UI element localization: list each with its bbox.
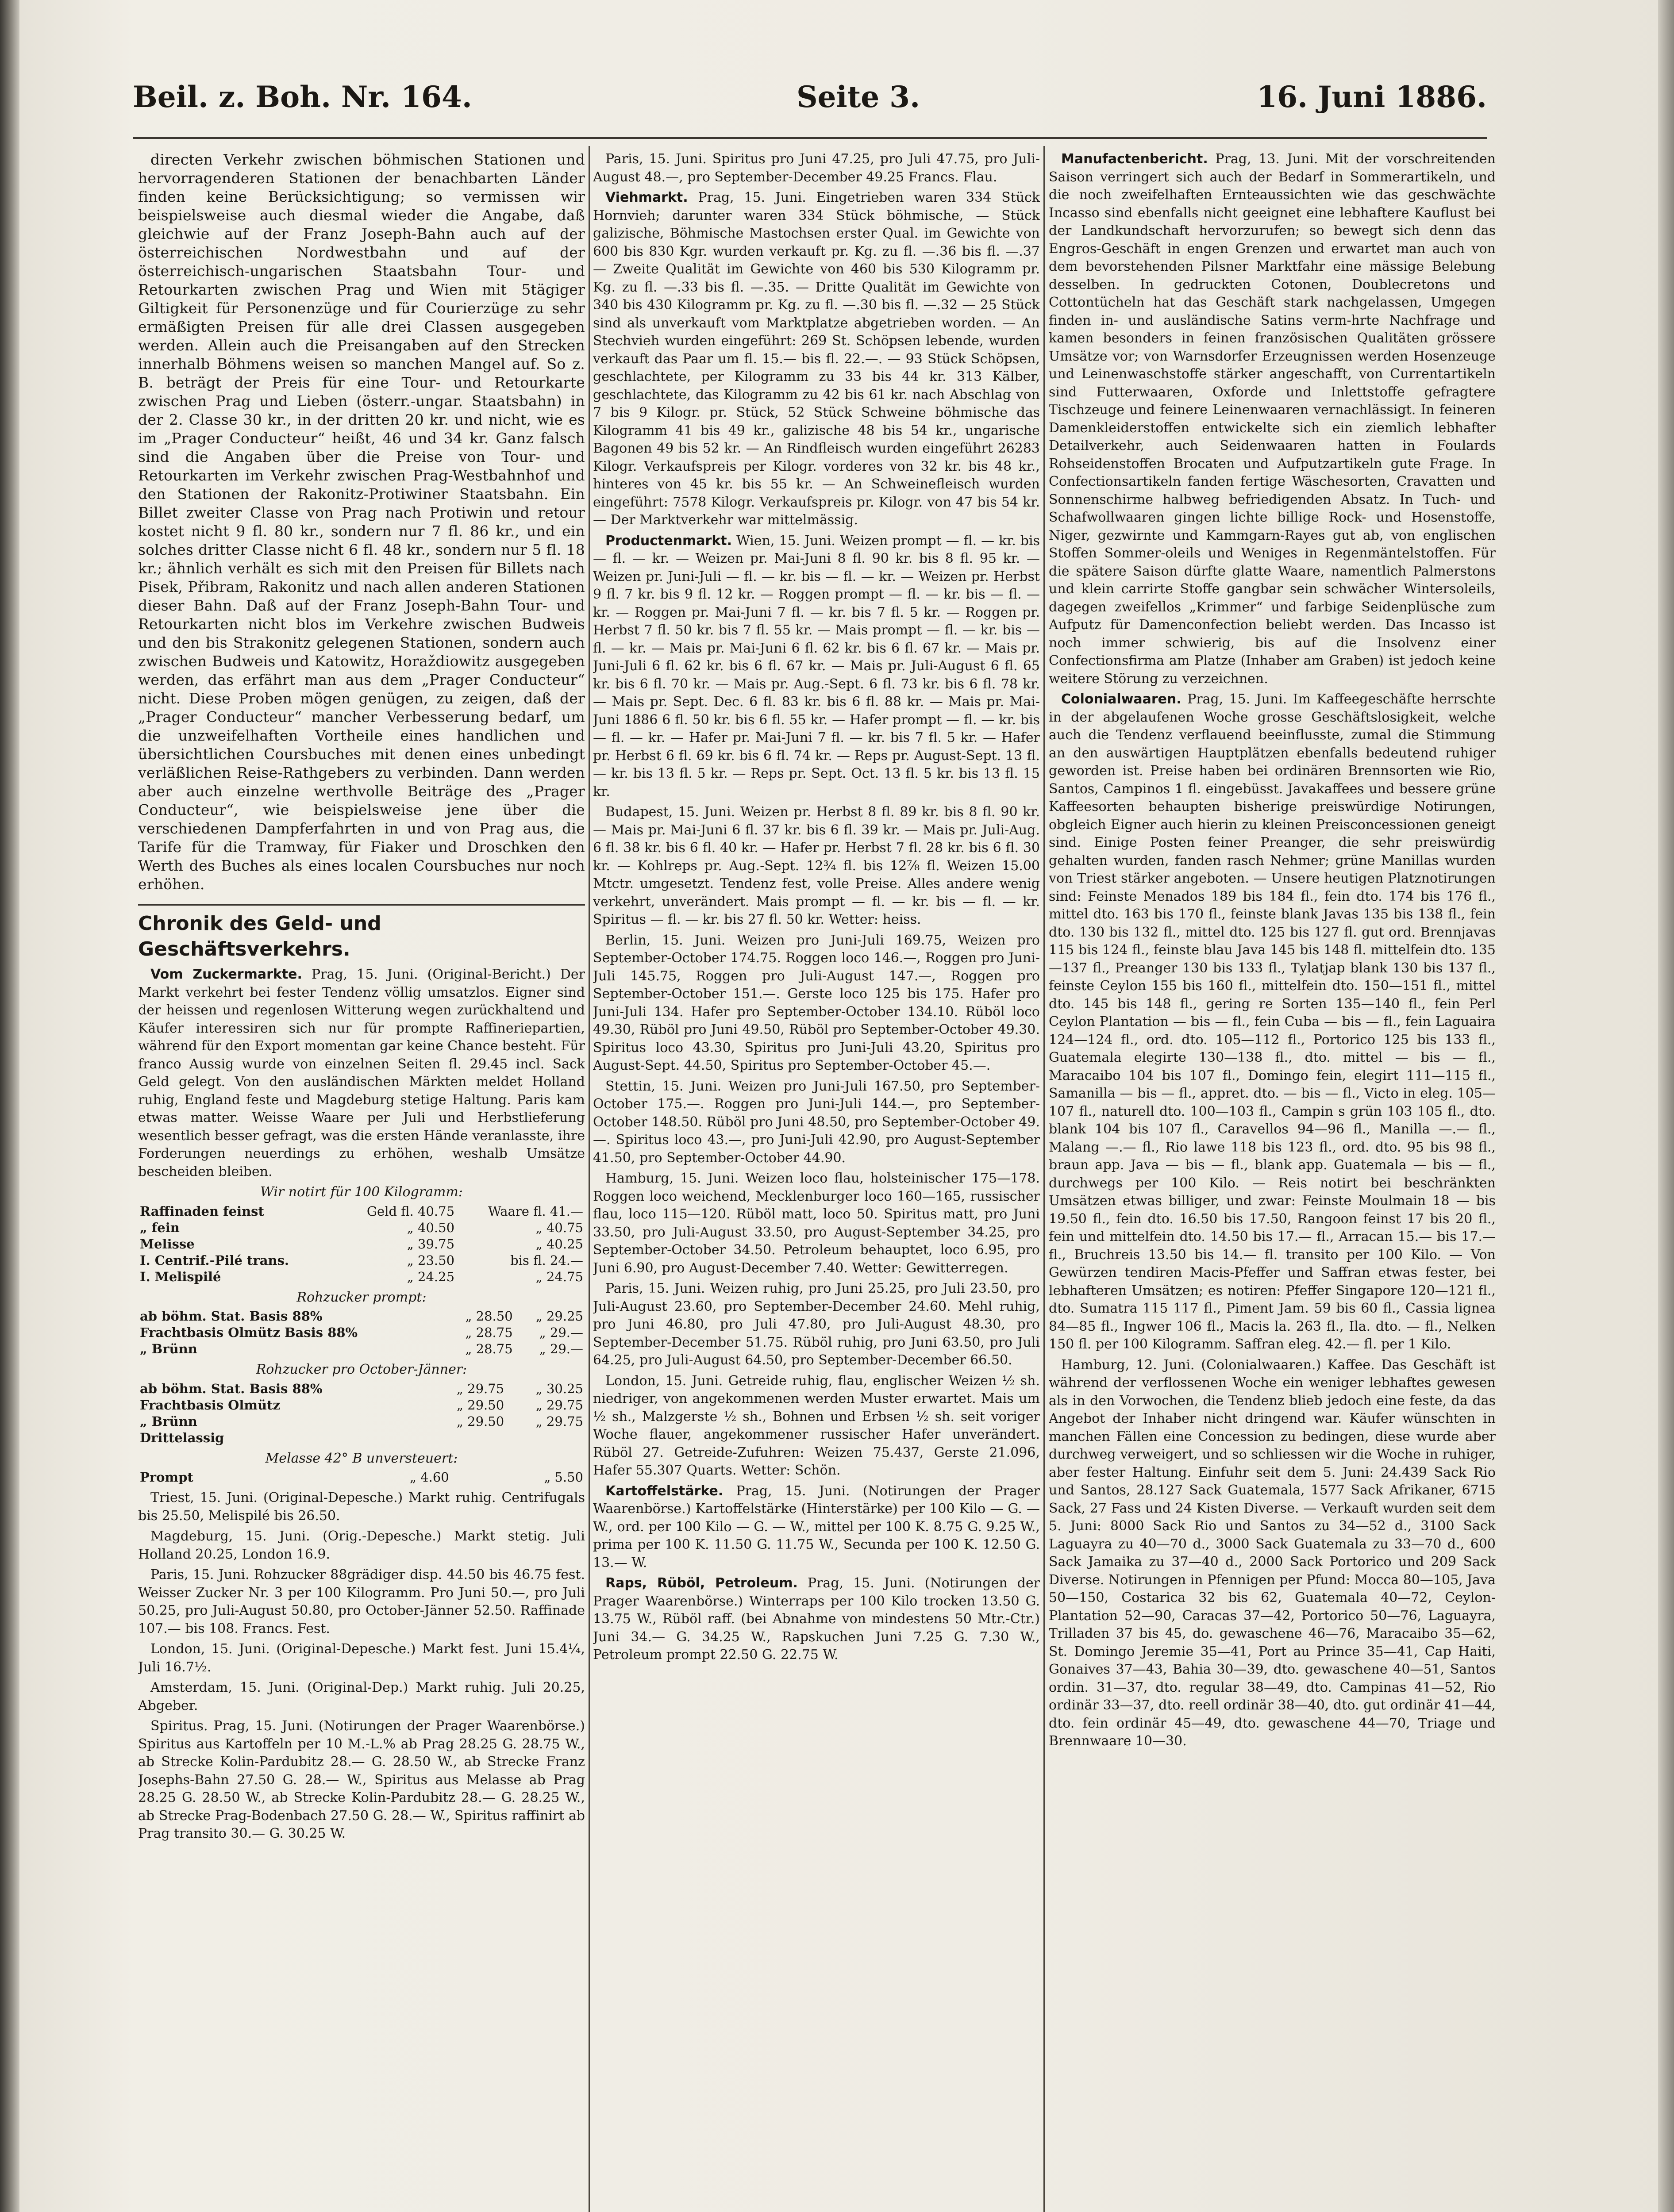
- table-row: Frachtbasis Olmütz Basis 88% „ 28.75 „ 29.—: [140, 1325, 583, 1340]
- price-table-caption: Wir notirt für 100 Kilogramm:: [260, 1184, 463, 1200]
- report-london: London, 15. Juni. (Original-Depesche.) Markt fest. Juni 15.4¼, Juli 16.7½.: [138, 1641, 585, 1675]
- table-row: ab böhm. Stat. Basis 88% „ 28.50 „ 29.25: [140, 1309, 583, 1324]
- table-row: „ Brünn „ 28.75 „ 29.—: [140, 1341, 583, 1356]
- header-date: 16. Juni 1886.: [1257, 80, 1487, 114]
- table-row: „ fein „ 40.50 „ 40.75: [140, 1220, 583, 1235]
- productenmarkt-text: Wien, 15. Juni. Weizen prompt — fl. — kr. bis — fl. — kr. — Weizen pr. Mai-Juni 8 fl. 90 kr. bis 8 fl. 95 kr. — Weizen pr. Juni-Juli — fl. — kr. bis — fl. — kr. — Weizen pr. Herbst 9 fl. 7 kr. bis 9 fl. 12 kr. — Roggen prompt — fl. — kr. bis — fl. — kr. — Roggen pr. Mai-Juni 7 fl. — kr. bis 7 fl. 5 kr. — Roggen pr. Herbst 7 fl. 50 kr. bis 7 fl. 55 kr. — Mais prompt — fl. — kr. bis — fl. — kr. — Mais pr. Mai-Juni 6 fl. 62 kr. bis 6 fl. 67 kr. — Mais pr. Juni-Juli 6 fl. 62 kr. bis 6 fl. 67 kr. — Mais pr. Juli-August 6 fl. 65 kr. bis 6 fl. 70 kr. — Mais pr. Aug.-Sept. 6 fl. 73 kr. bis 6 fl. 78 kr. — Mais pr. Sept. Dec. 6 fl. 83 kr. bis 6 fl. 88 kr. — Mais pr. Mai-Juni 1886 6 fl. 50 kr. bis 6 fl. 55 kr. — Hafer prompt — fl. — kr. bis — fl. — kr. — Hafer pr. Mai-Juni 7 fl. — kr. bis 7 fl. 5 kr. — Hafer pr. Herbst 6 fl. 69 kr. bis 6 fl. 74 kr. — Reps pr. August-Sept. 13 fl. — kr. bis 13 fl. 5 kr. — Reps pr. Sept. Oct. 13 fl. 5 kr. bis 13 fl. 15 kr.: [593, 533, 1040, 799]
- report-paris: Paris, 15. Juni. Rohzucker 88grädiger disp. 44.50 bis 46.75 fest. Weisser Zucker Nr. 3 per 100 Kilogramm. Pro Juni 50.—, pro Juli 50.25, pro Juli-August 50.80, pro October-Jänner 52.50. Raffinade 107.— bis 108. Francs. Fest.: [138, 1567, 585, 1636]
- table-row: Melisse „ 39.75 „ 40.25: [140, 1236, 583, 1252]
- productenmarkt-lead: Productenmarkt.: [605, 533, 732, 549]
- zucker-lead: Vom Zuckermarkte.: [150, 967, 302, 982]
- kartoffelstaerke-text: Prag, 15. Juni. (Notirungen der Prager Waarenbörse.) Kartoffelstärke (Hinterstärke) per 100 Kilo — G. — W., ord. per 100 Kilo — G. — W., mittel per 100 K. 8.75 G. 9.25 W., prima per 100 K. 11.50 G. 11.75 W., Secunda per 100 K. 12.50 G. 13.— W.: [593, 1483, 1040, 1571]
- report-hamburg: Hamburg, 15. Juni. Weizen loco flau, holsteinischer 175—178. Roggen loco weichend, Mecklenburger loco 160—165, russischer flau, loco 115—120. Rüböl matt, loco 50. Spiritus matt, pro Juni 33.50, pro Juli-August 33.50, pro August-September 34.25, pro September-October 34.50. Petroleum behauptet, loco 6.95, pro Juni 6.90, pro August-December 7.40. Wetter: Gewitterregen.: [593, 1171, 1040, 1276]
- report-london-getreide: London, 15. Juni. Getreide ruhig, flau, englischer Weizen ½ sh. niedriger, von angekommenen werden Muster erwartet. Mais um ½ sh., Malzgerste ½ sh., Bohnen und Erbsen ½ sh. seit voriger Woche flauer, angekommener russischer Hafer unverändert. Rüböl 27. Getreide-Zufuhren: Weizen 75.437, Gerste 21.096, Hafer 55.307 Quarts. Wetter: Schön.: [593, 1373, 1040, 1478]
- melasse-caption: Melasse 42° B unversteuert:: [265, 1450, 458, 1466]
- rohzucker-price-table: [138, 1308, 585, 1357]
- rohzucker-caption: Rohzucker prompt:: [296, 1289, 427, 1305]
- column-2: [593, 150, 1040, 2212]
- table-row: „ Brünn „ 29.50 „ 29.75: [140, 1413, 583, 1429]
- page-header: [133, 80, 1487, 133]
- october-caption: Rohzucker pro October-Jänner:: [256, 1362, 467, 1377]
- raps-text: Prag, 15. Juni. (Notirungen der Prager Waarenbörse.) Winterraps per 100 Kilo trocken 13.50 G. 13.75 W., Rüböl raff. (bei Abnahme von mindestens 50 Mtr.-Ctr.) Juni 34.— G. 34.25 W., Rapskuchen Juni 7.25 G. 7.30 W., Petroleum prompt 22.50 G. 22.75 W.: [593, 1575, 1040, 1663]
- header-rule: [133, 137, 1487, 139]
- report-hamburg-kaffee: Hamburg, 12. Juni. (Colonialwaaren.) Kaffee. Das Geschäft ist während der verflossenen Woche ein weniger lebhaftes gewesen als in den Vorwochen, die Tendenz blieb jedoch eine feste, da das Angebot der Inhaber nicht dringend war. Käufer wünschten in manchen Fällen eine Concession zu bedingen, diese wurde aber durchweg verweigert, und so schliessen wir die Woche in ruhiger, aber fester Haltung. Einfuhr seit dem 5. Juni: 24.439 Sack Rio und Santos, 28.127 Sack Guatemala, 1577 Sack Afrikaner, 6715 Sack, 27 Fass und 24 Kisten Diverse. — Verkauft wurden seit dem 5. Juni: 8000 Sack Rio und Santos zu 34—52 d., 3100 Sack Laguayra zu 40—70 d., 3000 Sack Guatemala zu 33—70 d., 600 Sack Jamaika zu 37—40 d., 2000 Sack Portorico und 209 Sack Diverse. Notirungen in Pfennigen per Pfund: Mocca 80—105, Java 50—150, Costarica 32 bis 62, Guatemala 40—72, Ceylon-Plantation 52—90, Caracas 37—42, Portorico 50—76, Laguayra, Trilladen 37 bis 45, do. gewaschene 46—76, Maracaibo 35—62, St. Domingo Jeremie 35—41, Port au Prince 35—41, Cap Haiti, Gonaives 37—43, Bahia 30—39, dto. gewaschene 40—51, Santos ordin. 31—37, dto. regular 38—49, dto. Campinas 41—52, Rio ordinär 33—37, dto. reell ordinär 38—40, dto. gut ordinär 41—44, dto. fein ordinär 45—49, dto. gewaschene 44—70, Triage und Brennwaare 10—30.: [1049, 1357, 1496, 1749]
- page-edge-right: [1658, 0, 1674, 2212]
- header-issue: Beil. z. Boh. Nr. 164.: [133, 80, 472, 114]
- october-price-table: [138, 1381, 585, 1446]
- table-row: I. Centrif.-Pilé trans. „ 23.50 bis fl. 24.—: [140, 1252, 583, 1268]
- report-kartoffelstaerke: [593, 1482, 1040, 1572]
- section-title: Chronik des Geld- und Geschäftsverkehrs.: [138, 904, 585, 962]
- table-row: I. Melispilé „ 24.25 „ 24.75: [140, 1269, 583, 1284]
- report-triest: Triest, 15. Juni. (Original-Depesche.) Markt ruhig. Centrifugals bis 25.50, Melispilé bis 26.50.: [138, 1490, 585, 1524]
- report-berlin: Berlin, 15. Juni. Weizen pro Juni-Juli 169.75, Weizen pro September-October 174.75. Roggen loco 146.—, Roggen pro Juni-Juli 145.75, Roggen pro Juli-August 147.—, Roggen pro September-October 151.—. Gerste loco 125 bis 175. Hafer pro Juni-Juli 134. Hafer pro September-October 134.10. Rüböl loco 49.30, Rüböl pro Juni 49.50, Rüböl pro September-October 49.30. Spiritus loco 43.30, Spiritus pro Juni-Juli 43.20, Spiritus pro August-Sept. 44.50, Spiritus pro September-October 45.—.: [593, 932, 1040, 1073]
- colonialwaaren-text: Prag, 15. Juni. Im Kaffeegeschäfte herrschte in der abgelaufenen Woche grosse Geschäftslosigkeit, welche auch die Tendenz verflauend beeinflusste, zumal die Stimmung an den auswärtigen Hauptplätzen ebenfalls bedeutend ruhiger geworden ist. Preise haben bei ordinären Brennsorten wie Rio, Santos, Campinos 1 fl. eingebüsst. Javakaffees und bessere grüne Kaffeesorten behaupten bisherige preiswürdige Notirungen, obgleich Eigner auch hierin zu kleinen Preisconcessionen geneigt sind. Einige Posten feiner Preanger, die sehr preiswürdig gehalten wurden, fanden rasch Nehmer; grüne Manillas wurden von Triest stärker angeboten. — Unsere heutigen Platznotirungen sind: Feinste Menados 189 bis 184 fl., fein dto. 174 bis 176 fl., mittel dto. 163 bis 170 fl., feinste blank Javas 135 bis 138 fl., fein dto. 130 bis 132 fl., mittel dto. 125 bis 127 fl. gut ord. Brennjavas 115 bis 124 fl., feinste blau Java 145 bis 148 fl. mittelfein dto. 135—137 fl., Preanger 130 bis 133 fl., Tylatjap blank 130 bis 137 fl., feinste Ceylon 155 bis 160 fl., mittelfein dto. 150—151 fl., mittel dto. 145 bis 148 fl., gering re Sorten 135—140 fl., fein Perl Ceylon Plantation — bis — fl., fein Cuba — bis — fl., fein Laguaira 124—124 fl., ord. dto. 105—112 fl., Portorico 125 bis 133 fl., Guatemala elegirte 130—138 fl., dto. mittel — bis — fl., Maracaibo 104 bis 107 fl., Domingo fein, elegirt 111—115 fl., Samanilla — bis — fl., appret. dto. — bis — fl., Victo in eleg. 105—107 fl., naturell dto. 100—103 fl., Campin s grün 103 105 fl., dto. blank 104 bis 107 fl., Caravellos 94—96 fl., Manilla —.— fl., Malang —.— fl., Rio lawe 118 bis 123 fl., ord. dto. 95 bis 98 fl., braun app. Java — bis — fl., blank app. Guatemala — bis — fl., durchwegs per 100 Kilo. — Reis notirt bei beschränkten Umsätzen etwas billiger, und zwar: Feinste Moulmain 18 — bis 19.50 fl., fein dto. 16.50 bis 17.50, Rangoon feinst 17 bis 20 fl., fein und mittelfein dto. 14.50 bis 17.— fl., Arracan 15.— bis 17.— fl., Bruchreis 13.50 bis 14.— fl. transito per 100 Kilo. — Von Gewürzen tendiren Macis-Pfeffer und Saffran etwas fester, bei lebhafteren Umsätzen; es notiren: Pfeffer Singapore 120—121 fl., dto. Sumatra 115 117 fl., Piment Jam. 59 bis 60 fl., Cassia lignea 84—85 fl., Ingwer 106 fl., Macis la. 263 fl., Ila. dto. — fl., Nelken 150 fl. per 100 Kilogramm. Saffran eleg. 42.— fl. per 1 Kilo.: [1049, 691, 1496, 1352]
- colonialwaaren-lead: Colonialwaaren.: [1061, 691, 1181, 707]
- article-conducteur-text: directen Verkehr zwischen böhmischen Stationen und hervorragenderen Stationen der benachbarten Länder finden keine Berücksichtigung; so vermissen wir beispielsweise auch diesmal wieder die Angabe, daß gleichwie auf der Franz Joseph-Bahn auch auf der österreichischen Nordwestbahn und auf der österreichisch-ungarischen Staatsbahn Tour- und Retourkarten zwischen Prag und Wien mit 5tägiger Giltigkeit für Personenzüge und für Courierzüge zu sehr ermäßigten Preisen für alle drei Classen ausgegeben werden. Allein auch die Preisangaben auf den Strecken innerhalb Böhmens weisen so manchen Mangel auf. So z. B. beträgt der Preis für eine Tour- und Retourkarte zwischen Prag und Lieben (österr.-ungar. Staatsbahn) in der 2. Classe 30 kr., in der dritten 20 kr. und nicht, wie es im „Prager Conducteur“ heißt, 46 und 34 kr. Ganz falsch sind die Angaben über die Preise von Tour- und Retourkarten im Verkehr zwischen Prag-Westbahnhof und den Stationen der Rakonitz-Protiwiner Staatsbahn. Ein Billet zweiter Classe von Prag nach Protiwin und retour kostet nicht 9 fl. 80 kr., sondern nur 7 fl. 86 kr., und ein solches dritter Classe nicht 6 fl. 48 kr., sondern nur 5 fl. 18 kr.; ähnlich verhält es sich mit den Preisen für Billets nach Pisek, Přibram, Rakonitz und nach allen anderen Stationen dieser Bahn. Daß auf der Franz Joseph-Bahn Tour- und Retourkarten nicht blos im Verkehre zwischen Budweis und den bis Strakonitz gelegenen Stationen, sondern auch zwischen Budweis und Katowitz, Horaždiowitz ausgegeben werden, das erfährt man aus dem „Prager Conducteur“ nicht. Diese Proben mögen genügen, zu zeigen, daß der „Prager Conducteur“ mancher Verbesserung bedarf, um die unzweifelhaften Vortheile eines handlichen und übersichtlichen Coursbuches mit denen eines unbedingt verläßlichen Reise-Rathgebers zu verbinden. Dann werden aber auch einzelne werthvolle Beiträge des „Prager Conducteur“, wie beispielsweise jene über die verschiedenen Dampferfahrten in und von Prag aus, die Tarife für die Tramway, für Fiaker und Droschken den Werth des Buches als eines localen Coursbuches nur noch erhöhen.: [138, 151, 585, 893]
- column-1: [138, 150, 585, 2212]
- report-manufacten: [1049, 150, 1496, 688]
- table-row: Prompt „ 4.60 „ 5.50: [140, 1470, 583, 1485]
- report-paris-spiritus: Paris, 15. Juni. Spiritus pro Juni 47.25, pro Juli 47.75, pro Juli-August 48.—, pro September-December 49.25 Francs. Flau.: [593, 151, 1040, 185]
- melasse-price-table: [138, 1469, 585, 1486]
- report-stettin: Stettin, 15. Juni. Weizen pro Juni-Juli 167.50, pro September-October 175.—. Roggen pro Juni-Juli 144.—, pro September-October 148.50. Rüböl pro Juni 48.50, pro September-October 49.—. Spiritus loco 43.—, pro Juni-Juli 42.90, pro August-September 41.50, pro September-October 44.90.: [593, 1078, 1040, 1166]
- table-row: ab böhm. Stat. Basis 88% „ 29.75 „ 30.25: [140, 1381, 583, 1396]
- viehmarkt-lead: Viehmarkt.: [605, 190, 688, 205]
- report-raps: [593, 1575, 1040, 1664]
- manufacten-text: Prag, 13. Juni. Mit der vorschreitenden Saison verringert sich auch der Bedarf in Sommerartikeln, und die noch zweifelhaften Ernteaussichten wie das geschwächte Incasso sind ebenfalls nicht geeignet eine lebhaftere Kauflust bei der Landkundschaft hervorzurufen; so bewegt sich denn das Engros-Geschäft in engen Grenzen und erwartet man auch von dem bevorstehenden Pilsner Marktfahr eine mässige Belebung desselben. In gedruckten Cotonen, Doublecretons und Cottontücheln hat das Geschäft stark nachgelassen, Umgegen finden in- und ausländische Satins verm-hrte Nachfrage und kamen besonders in feinen französischen Qualitäten grössere Umsätze vor; von Warnsdorfer Erzeugnissen werden Hosenzeuge und Leinenwaschstoffe stärker angeschafft, von Currentartikeln sind Futterwaaren, Oxforde und Inlettstoffe gefragtere Tischzeuge und feinere Leinenwaaren vernachlässigt. In feineren Damenkleiderstoffen entwickelte sich ein ziemlich lebhafter Detailverkehr, auch Seidenwaaren hatten in Foulards Rohseidenstoffen Brocaten und Aufputzartikeln gute Frage. In Confectionsartikeln fanden fertige Wäschesorten, Cravatten und Sonnenschirme halbweg befriedigenden Absatz. In Tuch- und Schafwollwaaren gingen lichte billige Rock- und Hosenstoffe, Niger, gezwirnte und Kammgarn-Rayes gut ab, von englischen Stoffen Sommer-oleils und Weniges in Regenmäntelstoffen. Für die spätere Saison dürfte glatte Waare, namentlich Palmerstons und klein carrirte Stoffe gangbar sein schwächer Wintersoleils, dagegen zweifellos „Krimmer“ und farbige Seidenplüsche zum Aufputz für Damenconfection beliebt werden. Das Incasso ist noch immer schwierig, bis auf die Insolvenz einer Confectionsfirma am Platze (Inhaber am Graben) ist jedoch keine weitere Störung zu verzeichnen.: [1049, 151, 1496, 687]
- viehmarkt-text: Prag, 15. Juni. Eingetrieben waren 334 Stück Hornvieh; darunter waren 334 Stück böhmische, — Stück galizische, Böhmische Mastochsen erster Qual. im Gewichte von 600 bis 830 Kgr. wurden verkauft pr. Kg. zu fl. —.36 bis fl. —.37 — Zweite Qualität im Gewichte von 460 bis 530 Kilogramm pr. Kg. zu fl. —.33 bis fl. —.35. — Dritte Qualität im Gewichte von 340 bis 430 Kilogramm pr. Kg. zu fl. —.30 bis fl. —.32 — 25 Stück sind als unverkauft vom Marktplatze abgetrieben worden. — An Stechvieh wurden eingeführt: 269 St. Schöpsen lebende, wurden verkauft das Paar um fl. 15.— bis fl. 22.—. — 93 Stück Schöpsen, geschlachtete, per Kilogramm zu 33 bis 44 kr. 313 Kälber, geschlachtete, das Kilogramm zu 42 bis 61 kr. nach Abschlag von 7 bis 9 Kilogr. pr. Stück, 52 Stück Schweine böhmische das Kilogramm 41 bis 49 kr., galizische 48 bis 54 kr., ungarische Bagonen 49 bis 52 kr. — An Rindfleisch wurden eingeführt 26283 Kilogr. Verkaufspreis per Kilogr. vorderes von 32 kr. bis 48 kr., hinteres von 45 kr. bis 55 kr. — An Schweinefleisch wurden eingeführt: 7578 Kilogr. Verkaufspreis pr. Kilogr. von 47 bis 54 kr. — Der Marktverkehr war mittelmässig.: [593, 190, 1040, 528]
- page-edge-left: [0, 0, 19, 2212]
- report-colonialwaaren: [1049, 691, 1496, 1354]
- report-magdeburg: Magdeburg, 15. Juni. (Orig.-Depesche.) Markt stetig. Juli Holland 20.25, London 16.9.: [138, 1528, 585, 1562]
- report-productenmarkt: [593, 532, 1040, 801]
- report-amsterdam: Amsterdam, 15. Juni. (Original-Dep.) Markt ruhig. Juli 20.25, Abgeber.: [138, 1680, 585, 1713]
- zucker-text: Prag, 15. Juni. (Original-Bericht.) Der Markt verkehrt bei fester Tendenz völlig umsatzlos. Eigner sind der heissen und regenlosen Witterung wegen zurückhaltend und Käufer interessiren sich nur für prompte Raffineriepartien, während für den Export momentan gar keine Chance besteht. Für franco Aussig wurde von einzelnen Seiten fl. 29.45 incl. Sack Geld gelegt. Von den ausländischen Märkten meldet Holland ruhig, England feste und Magdeburg stetige Haltung. Paris kam etwas matter. Weisse Waare per Juli und Herbstlieferung wesentlich besser gefragt, was die ersten Hände veranlasste, ihre Forderungen neuerdings zu erhöhen, weshalb Umsätze bescheiden bleiben.: [138, 967, 585, 1179]
- raps-lead: Raps, Rüböl, Petroleum.: [605, 1575, 798, 1591]
- report-paris-getreide: Paris, 15. Juni. Weizen ruhig, pro Juni 25.25, pro Juli 23.50, pro Juli-August 23.60, pro September-December 24.60. Mehl ruhig, pro Juni 46.80, pro Juli 47.80, pro Juli-August 48.30, pro September-December 51.75. Rüböl ruhig, pro Juni 63.50, pro Juli 64.25, pro Juli-August 64.50, pro September-December 66.50.: [593, 1281, 1040, 1368]
- column-3: [1049, 150, 1496, 2212]
- kartoffelstaerke-lead: Kartoffelstärke.: [605, 1483, 723, 1499]
- raffinade-price-table: [138, 1203, 585, 1285]
- report-viehmarkt: [593, 189, 1040, 530]
- column-divider-1: [589, 146, 590, 2212]
- report-budapest: Budapest, 15. Juni. Weizen pr. Herbst 8 fl. 89 kr. bis 8 fl. 90 kr. — Mais pr. Mai-Juni 6 fl. 37 kr. bis 6 fl. 39 kr. — Mais pr. Juli-Aug. 6 fl. 38 kr. bis 6 fl. 40 kr. — Hafer pr. Herbst 7 fl. 28 kr. bis 6 fl. 30 kr. — Kohlreps pr. Aug.-Sept. 12¾ fl. bis 12⅞ fl. Weizen 15.00 Mtctr. umgesetzt. Tendenz fest, volle Preise. Alles andere wenig verkehrt, unverändert. Mais prompt — fl. — kr. bis — fl. — kr. Spiritus — fl. — kr. bis 27 fl. 50 kr. Wetter: heiss.: [593, 804, 1040, 927]
- table-row: Raffinaden feinst Geld fl. 40.75 Waare fl. 41.—: [140, 1203, 583, 1219]
- table-row: Drittelassig: [140, 1430, 224, 1445]
- column-divider-2: [1043, 146, 1045, 2212]
- zucker-report: [138, 966, 585, 1181]
- header-page-number: Seite 3.: [797, 80, 920, 114]
- report-spiritus: Spiritus. Prag, 15. Juni. (Notirungen der Prager Waarenbörse.) Spiritus aus Kartoffeln per 10 M.-L.% ab Prag 28.25 G. 28.75 W., ab Strecke Kolin-Pardubitz 28.— G. 28.50 W., ab Strecke Franz Josephs-Bahn 27.50 G. 28.— W., Spiritus aus Melasse ab Prag 28.25 G. 28.50 W., ab Strecke Kolin-Pardubitz 28.— G. 28.25 W., ab Strecke Prag-Bodenbach 27.50 G. 28.— W., Spiritus raffinirt ab Prag transito 30.— G. 30.25 W.: [138, 1718, 585, 1841]
- manufacten-lead: Manufactenbericht.: [1061, 151, 1208, 167]
- table-row: Frachtbasis Olmütz „ 29.50 „ 29.75: [140, 1397, 583, 1413]
